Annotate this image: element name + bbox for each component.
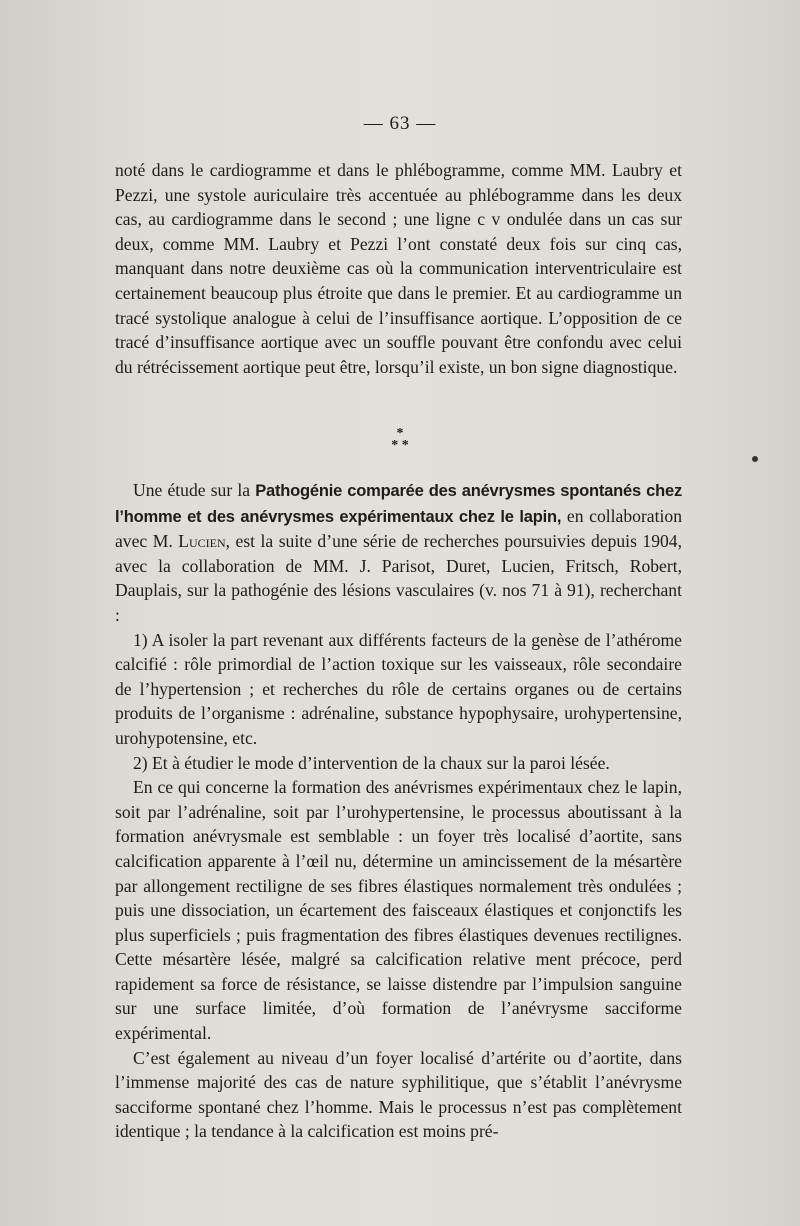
author-name: Lucien (178, 531, 226, 552)
asterism-separator (0, 428, 800, 452)
ink-spot (752, 456, 758, 462)
paragraph-experimental: En ce qui concerne la formation des anévrismes expérimentaux chez le lapin, soit par l’adrénaline, soit par l’urohypertensine, le processus aboutissant à la formation anévrysmale est semblable : un foyer très localisé d’aortite, sans calcification apparente à l’œil nu, détermine un amincissement de la mésartère par allongement rectiligne de ses fibres élastiques normalement très ondulées ; puis une dissociation, un écartement des faisceaux élastiques et conjonctifs les plus superficiels ; puis fragmentation des fibres élastiques devenues rectilignes. Cette mésartère lésée, malgré sa calcification relative ment précoce, perd rapidement sa force de résistance, se laisse distendre par l’impulsion sanguine sur une surface limitée, d’où formation de l’anévrysme sacciforme expérimental. (115, 777, 682, 1044)
asterism-top: * (396, 426, 404, 441)
intro-text: Une étude sur la (133, 480, 256, 500)
list-item-2: 2) Et à étudier le mode d’intervention de la chaux sur la paroi lésée. (133, 752, 610, 773)
collab-text: en collaboration avec M. (115, 505, 682, 552)
section-2-intro (115, 478, 682, 628)
paragraph-spontaneous: C’est également au niveau d’un foyer localisé d’artérite ou d’aortite, dans l’immense majorité des cas de nature syphilitique, que s’établit l’anévrysme sacciforme spontané chez l’homme. Mais le processus n’est pas complètement identique ; la tendance à la calcification est moins pré- (115, 1047, 682, 1142)
list-item-1: 1) A isoler la part revenant aux différents facteurs de la genèse de l’athérome calcifié : rôle primordial de l’action toxique sur les vaisseaux, rôle secondaire de l’hypertension ; et recherches du rôle de certains organes ou de certains produits de l’organisme : adrénaline, substance hypophysaire, urohypertensine, urohypotensine, etc. (115, 629, 682, 748)
page-number: — 63 — (363, 113, 437, 134)
paragraph-1-text: noté dans le cardiogramme et dans le phlébogramme, comme MM. Laubry et Pezzi, une systole auriculaire très accentuée au phlébogramme dans les deux cas, au cardiogramme dans le second ; une ligne c v ondulée dans un cas sur deux, comme MM. Laubry et Pezzi l’ont constaté deux fois sur cinq cas, manquant dans notre deuxième cas où la communication interventriculaire est certainement beaucoup plus étroite que dans le premier. Et au cardiogramme un tracé systolique analogue à celui de l’insuffisance aortique. L’opposition de ce tracé d’insuffisance aortique avec un souffle pouvant être confondu avec celui du rétrécissement aortique peut être, lorsqu’il existe, un bon signe diagnostique. (115, 160, 682, 377)
section-2 (115, 478, 682, 1144)
intro-rest: , est la suite d’une série de recherches poursuivies depuis 1904, avec la collaboration de MM. J. Parisot, Duret, Lucien, Fritsch, Robert, Dauplais, sur la pathogénie des lésions vasculaires (v. nos 71 à 91), recherchant : (115, 531, 682, 625)
paragraph-1 (115, 158, 682, 379)
asterism-bottom: * * (391, 438, 409, 453)
study-title: Pathogénie comparée des anévrysmes spontanés chez l’homme et des anévrysmes expérimentaux chez le lapin, (115, 482, 682, 526)
